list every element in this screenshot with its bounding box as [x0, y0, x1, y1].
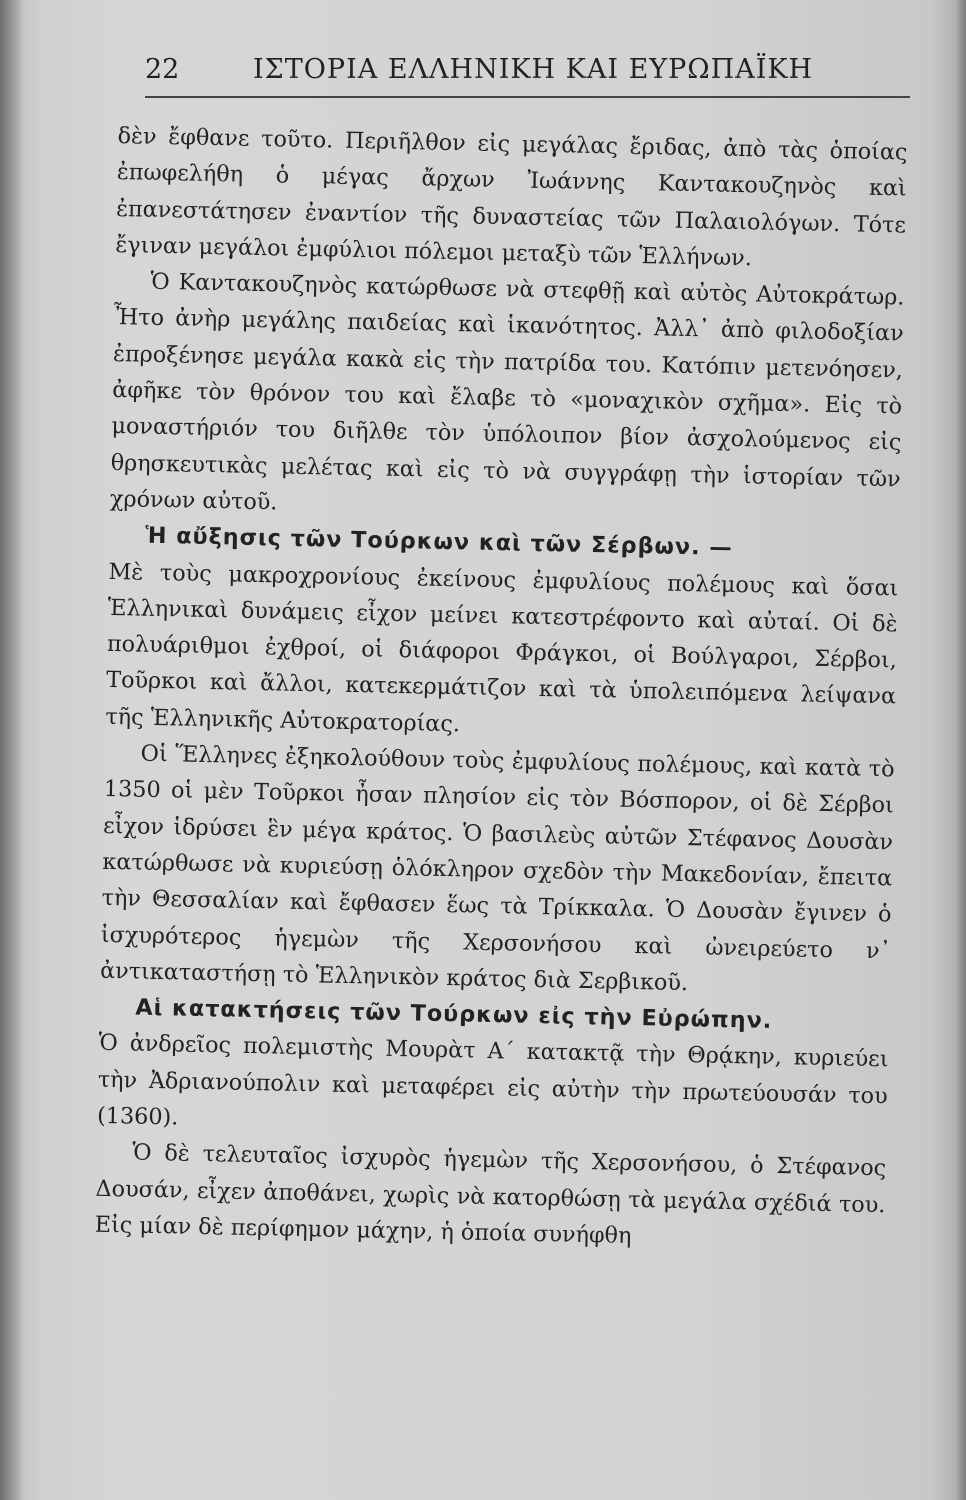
section-title-turks-serbs: Ἡ αὔξησις τῶν Τούρκων καὶ τῶν Σέρβων. — — [144, 522, 733, 562]
body-text — [94, 118, 907, 1260]
paragraph-continued: δὲν ἔφθανε τοῦτο. Περιῆλθον εἰς μεγάλας ἔριδας, ἀπὸ τὰς ὁποίας ἐπωφελήθη ὁ μέγας ἄρχων Ἰωάννης Καντακουζηνὸς καὶ ἐπανεστάτησεν ἐναντίον τῆς δυναστείας τῶν Παλαιολόγων. Τότε ἔγιναν μεγάλοι ἐμφύλιοι πόλεμοι μεταξὺ τῶν Ἑλλήνων. — [115, 122, 908, 272]
page-header — [145, 50, 915, 94]
page-number: 22 — [145, 54, 180, 85]
running-head: ΙΣΤΟΡΙΑ ΕΛΛΗΝΙΚΗ ΚΑΙ ΕΥΡΩΠΑΪΚΗ — [253, 54, 814, 85]
paragraph-murad: Ὁ ἀνδρεῖος πολεμιστὴς Μουρὰτ Α΄ κατακτᾷ τὴν Θρᾴκην, κυριεύει τὴν Ἀδριανούπολιν καὶ μεταφέρει εἰς αὐτὴν τὴν πρωτεύουσάν του (1360). — [96, 1030, 889, 1131]
page-edge — [956, 0, 966, 1500]
section-title-turkish-conquests: Αἱ κατακτήσεις τῶν Τούρκων εἰς τὴν Εὐρώπην. — [135, 994, 773, 1035]
paragraph-last-ruler: Ὁ δὲ τελευταῖος ἰσχυρὸς ἡγεμὼν τῆς Χερσονήσου, ὁ Στέφανος Δουσάν, εἶχεν ἀποθάνει, χωρὶς νὰ κατορθώσῃ τὰ μεγάλα σχέδιά του. Εἰς μίαν δὲ περίφημον μάχην, ἡ ὁποία συνήφθη — [94, 1139, 887, 1249]
paragraph-civil-wars: Μὲ τοὺς μακροχρονίους ἐκείνους ἐμφυλίους πολέμους καὶ ὅσαι Ἑλληνικαὶ δυνάμεις εἶχον μείνει κατεστρέφοντο καὶ αὐταί. Οἱ δὲ πολυάριθμοι ἐχθροί, οἱ διάφοροι Φράγκοι, οἱ Βούλγαροι, Σέρβοι, Τοῦρκοι καὶ ἄλλοι, κατεκερμάτιζον καὶ τὰ ὑπολειπόμενα λείψανα τῆς Ἑλληνικῆς Αὐτοκρατορίας. — [105, 558, 899, 738]
paragraph-dousan: Οἱ Ἕλληνες ἐξηκολούθουν τοὺς ἐμφυλίους πολέμους, καὶ κατὰ τὸ 1350 οἱ μὲν Τοῦρκοι ἦσαν πλησίον εἰς τὸν Βόσπορον, οἱ δὲ Σέρβοι εἶχον ἱδρύσει ἓν μέγα κράτος. Ὁ βασιλεὺς αὐτῶν Στέφανος Δουσὰν κατώρθωσε νὰ κυριεύσῃ ὁλόκληρον σχεδὸν τὴν Μακεδονίαν, ἔπειτα τὴν Θεσσαλίαν καὶ ἔφθασεν ἕως τὰ Τρίκκαλα. Ὁ Δουσὰν ἔγινεν ὁ ἰσχυρότερος ἡγεμὼν τῆς Χερσονήσου καὶ ὠνειρεύετο ν᾿ ἀντικαταστήσῃ τὸ Ἑλληνικὸν κράτος διὰ Σερβικοῦ. — [99, 740, 895, 996]
paragraph-kantakouzenos: Ὁ Καντακουζηνὸς κατώρθωσε νὰ στεφθῇ καὶ αὐτὸς Αὐτοκράτωρ. Ἦτο ἀνὴρ μεγάλης παιδείας καὶ ἱκανότητος. Ἀλλ᾿ ἀπὸ φιλοδοξίαν ἐπροξένησε μεγάλα κακὰ εἰς τὴν πατρίδα του. Κατόπιν μετενόησεν, ἀφῆκε τὸν θρόνον του καὶ ἔλαβε τὸ «μοναχικὸν σχῆμα». Εἰς τὸ μοναστήριόν του διῆλθε τὸν ὑπόλοιπον βίον ἀσχολούμενος εἰς θρησκευτικὰς μελέτας καὶ εἰς τὸ νὰ συγγράφῃ τὴν ἱστορίαν τῶν χρόνων αὐτοῦ. — [109, 268, 905, 516]
binding-shadow — [0, 0, 24, 1500]
header-rule — [145, 96, 910, 98]
